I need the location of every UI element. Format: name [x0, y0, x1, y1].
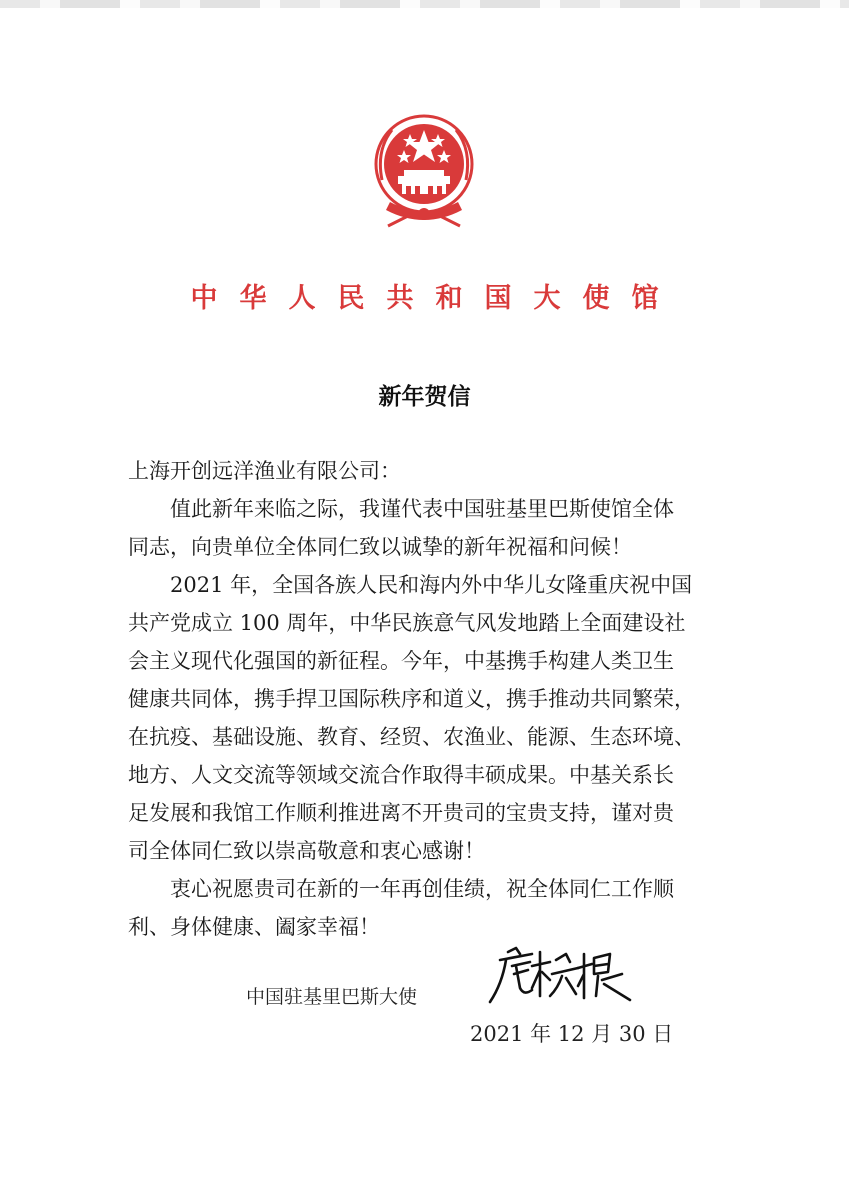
paragraph-line: 利、身体健康、阖家幸福！: [128, 915, 380, 939]
handwritten-signature: [486, 940, 636, 1010]
paragraph-wishes: [128, 870, 728, 946]
paragraph-line: 共产党成立 100 周年，中华民族意气风发地踏上全面建设社: [128, 611, 686, 635]
salutation: 上海开创远洋渔业有限公司：: [128, 459, 401, 483]
paragraph-line: 值此新年来临之际，我谨代表中国驻基里巴斯使馆全体: [170, 497, 674, 521]
national-emblem-icon: [368, 110, 480, 230]
paragraph-line: 在抗疫、基础设施、教育、经贸、农渔业、能源、生态环境、: [128, 725, 695, 749]
closing-title: 中国驻基里巴斯大使: [246, 986, 418, 1008]
letter-title: 新年贺信: [378, 384, 471, 410]
paragraph-line: 2021 年，全国各族人民和海内外中华儿女隆重庆祝中国: [170, 573, 693, 597]
embassy-name: 中华人民共和国大使馆: [190, 283, 681, 314]
paragraph-line: 足发展和我馆工作顺利推进离不开贵司的宝贵支持，谨对贵: [128, 801, 674, 825]
paragraph-line: 司全体同仁致以崇高敬意和衷心感谢！: [128, 839, 485, 863]
paragraph-line: 会主义现代化强国的新征程。今年，中基携手构建人类卫生: [128, 649, 674, 673]
paragraph-review: [128, 566, 728, 870]
paragraph-line: 同志，向贵单位全体同仁致以诚挚的新年祝福和问候！: [128, 535, 632, 559]
paragraph-line: 地方、人文交流等领域交流合作取得丰硕成果。中基关系长: [128, 763, 674, 787]
paragraph-line: 衷心祝愿贵司在新的一年再创佳绩，祝全体同仁工作顺: [170, 877, 674, 901]
letter-date: 2021 年 12 月 30 日: [470, 1022, 674, 1046]
scan-edge-artifact: [0, 0, 849, 8]
paragraph-greeting: [128, 490, 728, 566]
letter-body: [128, 452, 728, 946]
paragraph-line: 健康共同体，携手捍卫国际秩序和道义，携手推动共同繁荣，: [128, 687, 695, 711]
